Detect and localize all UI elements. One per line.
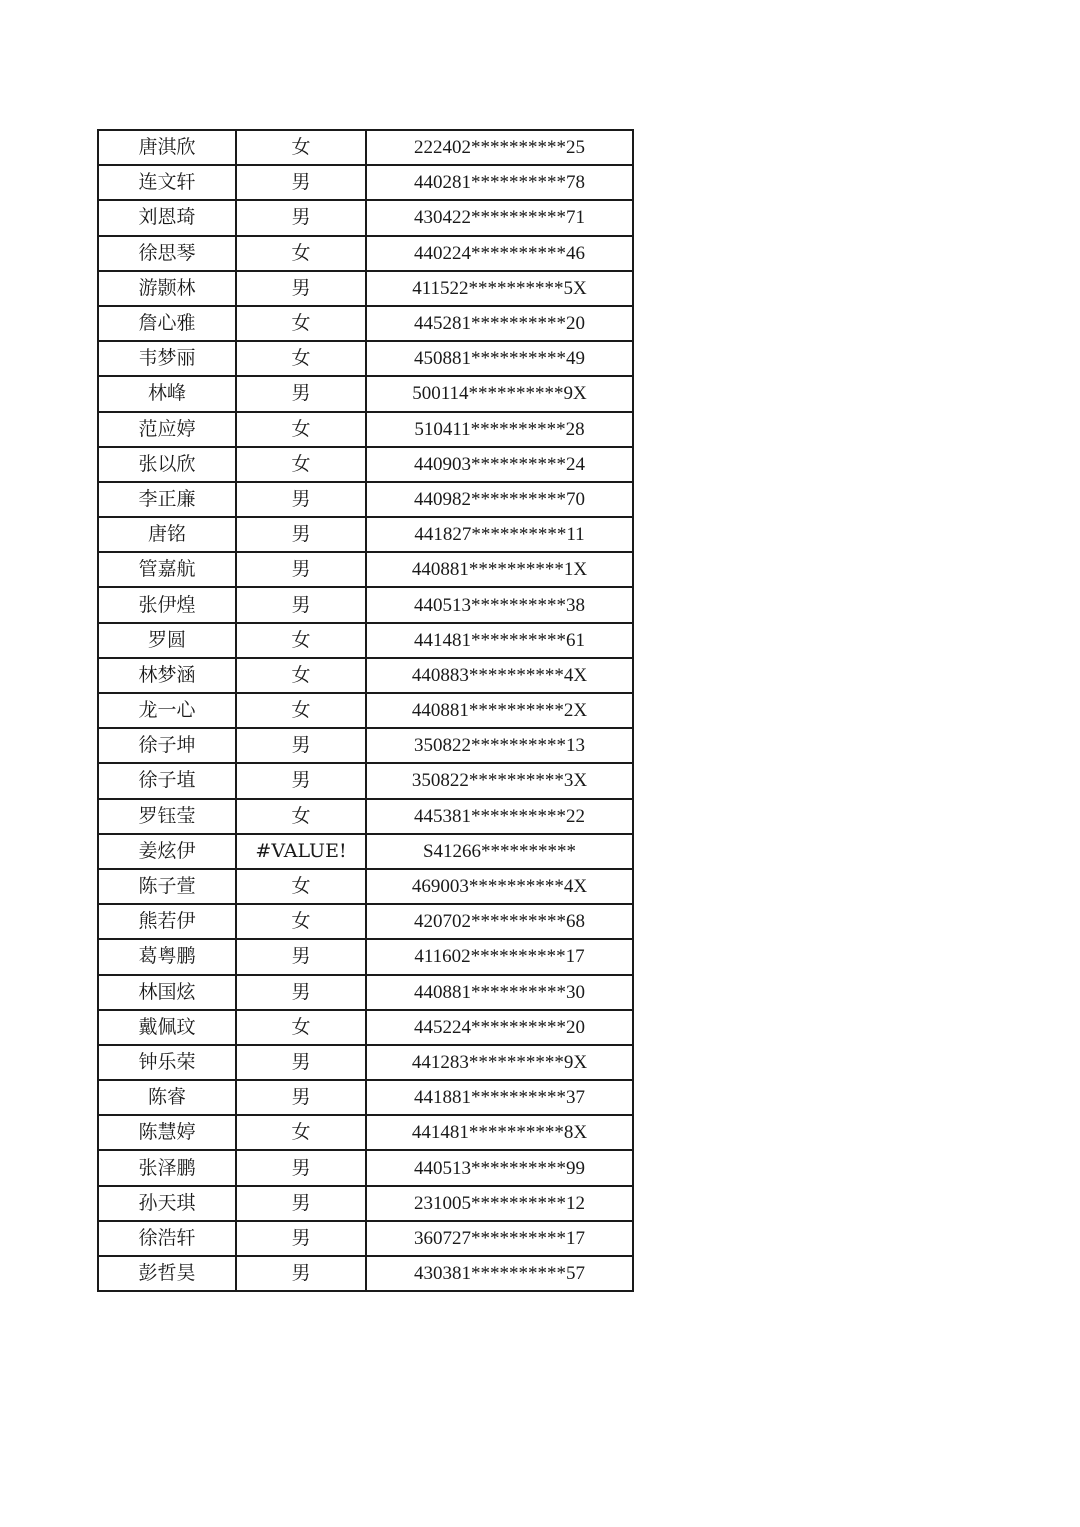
gender-cell: 男	[236, 200, 366, 235]
id-number-cell: 500114**********9X	[366, 376, 633, 411]
table-row	[98, 200, 633, 235]
table-row	[98, 1080, 633, 1115]
student-name-cell: 唐淇欣	[98, 130, 236, 165]
id-number-cell: 440883**********4X	[366, 658, 633, 693]
table-row	[98, 693, 633, 728]
table-row	[98, 587, 633, 622]
student-name-cell: 詹心雅	[98, 306, 236, 341]
table-row	[98, 306, 633, 341]
table-row	[98, 834, 633, 869]
table-row	[98, 939, 633, 974]
id-number-cell: 440281**********78	[366, 165, 633, 200]
gender-cell: 男	[236, 165, 366, 200]
id-number-cell: 440982**********70	[366, 482, 633, 517]
table-row	[98, 975, 633, 1010]
student-name-cell: 徐子埴	[98, 763, 236, 798]
id-number-cell: 441481**********8X	[366, 1115, 633, 1150]
gender-cell: 女	[236, 447, 366, 482]
gender-cell: 男	[236, 763, 366, 798]
table-row	[98, 236, 633, 271]
gender-cell: 女	[236, 1115, 366, 1150]
student-name-cell: 罗钰莹	[98, 799, 236, 834]
student-name-cell: 孙天琪	[98, 1186, 236, 1221]
id-number-cell: 231005**********12	[366, 1186, 633, 1221]
table-row	[98, 1150, 633, 1185]
student-name-cell: 罗圆	[98, 623, 236, 658]
id-number-cell: 440513**********38	[366, 587, 633, 622]
gender-cell: 女	[236, 799, 366, 834]
table-row	[98, 1256, 633, 1291]
gender-cell: 女	[236, 693, 366, 728]
id-number-cell: 440513**********99	[366, 1150, 633, 1185]
table-row	[98, 1221, 633, 1256]
id-number-cell: 350822**********13	[366, 728, 633, 763]
gender-cell: 男	[236, 1186, 366, 1221]
id-number-cell: 441881**********37	[366, 1080, 633, 1115]
gender-cell: 男	[236, 975, 366, 1010]
id-number-cell: 440881**********2X	[366, 693, 633, 728]
table-row	[98, 1010, 633, 1045]
gender-cell: 女	[236, 658, 366, 693]
id-number-cell: 441283**********9X	[366, 1045, 633, 1080]
student-name-cell: 徐思琴	[98, 236, 236, 271]
id-number-cell: 510411**********28	[366, 412, 633, 447]
student-name-cell: 林梦涵	[98, 658, 236, 693]
gender-cell: 男	[236, 271, 366, 306]
student-name-cell: 林峰	[98, 376, 236, 411]
table-row	[98, 623, 633, 658]
id-number-cell: 469003**********4X	[366, 869, 633, 904]
table-row	[98, 517, 633, 552]
gender-cell: 女	[236, 623, 366, 658]
student-name-cell: 林国炫	[98, 975, 236, 1010]
table-row	[98, 1186, 633, 1221]
id-number-cell: 441481**********61	[366, 623, 633, 658]
student-name-cell: 陈子萱	[98, 869, 236, 904]
gender-cell: 男	[236, 1150, 366, 1185]
table-row	[98, 341, 633, 376]
student-name-cell: 连文轩	[98, 165, 236, 200]
student-name-cell: 彭哲昊	[98, 1256, 236, 1291]
student-name-cell: 陈慧婷	[98, 1115, 236, 1150]
student-name-cell: 李正廉	[98, 482, 236, 517]
student-name-cell: 游颢林	[98, 271, 236, 306]
table-row	[98, 1115, 633, 1150]
gender-cell: 男	[236, 517, 366, 552]
student-name-cell: 徐子坤	[98, 728, 236, 763]
student-name-cell: 戴佩玟	[98, 1010, 236, 1045]
id-number-cell: 440903**********24	[366, 447, 633, 482]
table-row	[98, 763, 633, 798]
table-row	[98, 165, 633, 200]
gender-cell: 男	[236, 939, 366, 974]
student-name-cell: 唐铭	[98, 517, 236, 552]
gender-cell: 男	[236, 1080, 366, 1115]
student-name-cell: 陈睿	[98, 1080, 236, 1115]
id-number-cell: 450881**********49	[366, 341, 633, 376]
table-row	[98, 552, 633, 587]
student-name-cell: 姜炫伊	[98, 834, 236, 869]
id-number-cell: 430422**********71	[366, 200, 633, 235]
table-row	[98, 658, 633, 693]
student-name-cell: 刘恩琦	[98, 200, 236, 235]
table-row	[98, 728, 633, 763]
roster-table	[97, 129, 634, 1292]
id-number-cell: 430381**********57	[366, 1256, 633, 1291]
gender-cell: 男	[236, 587, 366, 622]
table-row	[98, 130, 633, 165]
gender-cell: 女	[236, 869, 366, 904]
gender-cell: 女	[236, 341, 366, 376]
student-name-cell: 管嘉航	[98, 552, 236, 587]
table-row	[98, 447, 633, 482]
id-number-cell: 360727**********17	[366, 1221, 633, 1256]
gender-cell: 男	[236, 1045, 366, 1080]
table-row	[98, 1045, 633, 1080]
gender-cell: #VALUE!	[236, 834, 366, 869]
id-number-cell: S41266**********	[366, 834, 633, 869]
id-number-cell: 411602**********17	[366, 939, 633, 974]
id-number-cell: 222402**********25	[366, 130, 633, 165]
student-name-cell: 张以欣	[98, 447, 236, 482]
id-number-cell: 445381**********22	[366, 799, 633, 834]
gender-cell: 男	[236, 482, 366, 517]
student-name-cell: 张伊煌	[98, 587, 236, 622]
student-name-cell: 葛粤鹏	[98, 939, 236, 974]
id-number-cell: 411522**********5X	[366, 271, 633, 306]
id-number-cell: 445281**********20	[366, 306, 633, 341]
student-name-cell: 范应婷	[98, 412, 236, 447]
id-number-cell: 420702**********68	[366, 904, 633, 939]
id-number-cell: 441827**********11	[366, 517, 633, 552]
id-number-cell: 350822**********3X	[366, 763, 633, 798]
gender-cell: 女	[236, 1010, 366, 1045]
gender-cell: 男	[236, 552, 366, 587]
student-name-cell: 徐浩轩	[98, 1221, 236, 1256]
gender-cell: 男	[236, 1221, 366, 1256]
gender-cell: 女	[236, 904, 366, 939]
table-row	[98, 869, 633, 904]
table-row	[98, 271, 633, 306]
roster-body	[98, 130, 633, 1291]
id-number-cell: 445224**********20	[366, 1010, 633, 1045]
gender-cell: 男	[236, 376, 366, 411]
student-name-cell: 钟乐荣	[98, 1045, 236, 1080]
gender-cell: 男	[236, 1256, 366, 1291]
table-row	[98, 799, 633, 834]
student-name-cell: 韦梦丽	[98, 341, 236, 376]
gender-cell: 女	[236, 130, 366, 165]
student-name-cell: 龙一心	[98, 693, 236, 728]
student-name-cell: 熊若伊	[98, 904, 236, 939]
table-row	[98, 376, 633, 411]
table-row	[98, 904, 633, 939]
table-row	[98, 412, 633, 447]
id-number-cell: 440881**********1X	[366, 552, 633, 587]
id-number-cell: 440224**********46	[366, 236, 633, 271]
student-name-cell: 张泽鹏	[98, 1150, 236, 1185]
id-number-cell: 440881**********30	[366, 975, 633, 1010]
gender-cell: 女	[236, 412, 366, 447]
gender-cell: 女	[236, 306, 366, 341]
gender-cell: 女	[236, 236, 366, 271]
table-row	[98, 482, 633, 517]
gender-cell: 男	[236, 728, 366, 763]
